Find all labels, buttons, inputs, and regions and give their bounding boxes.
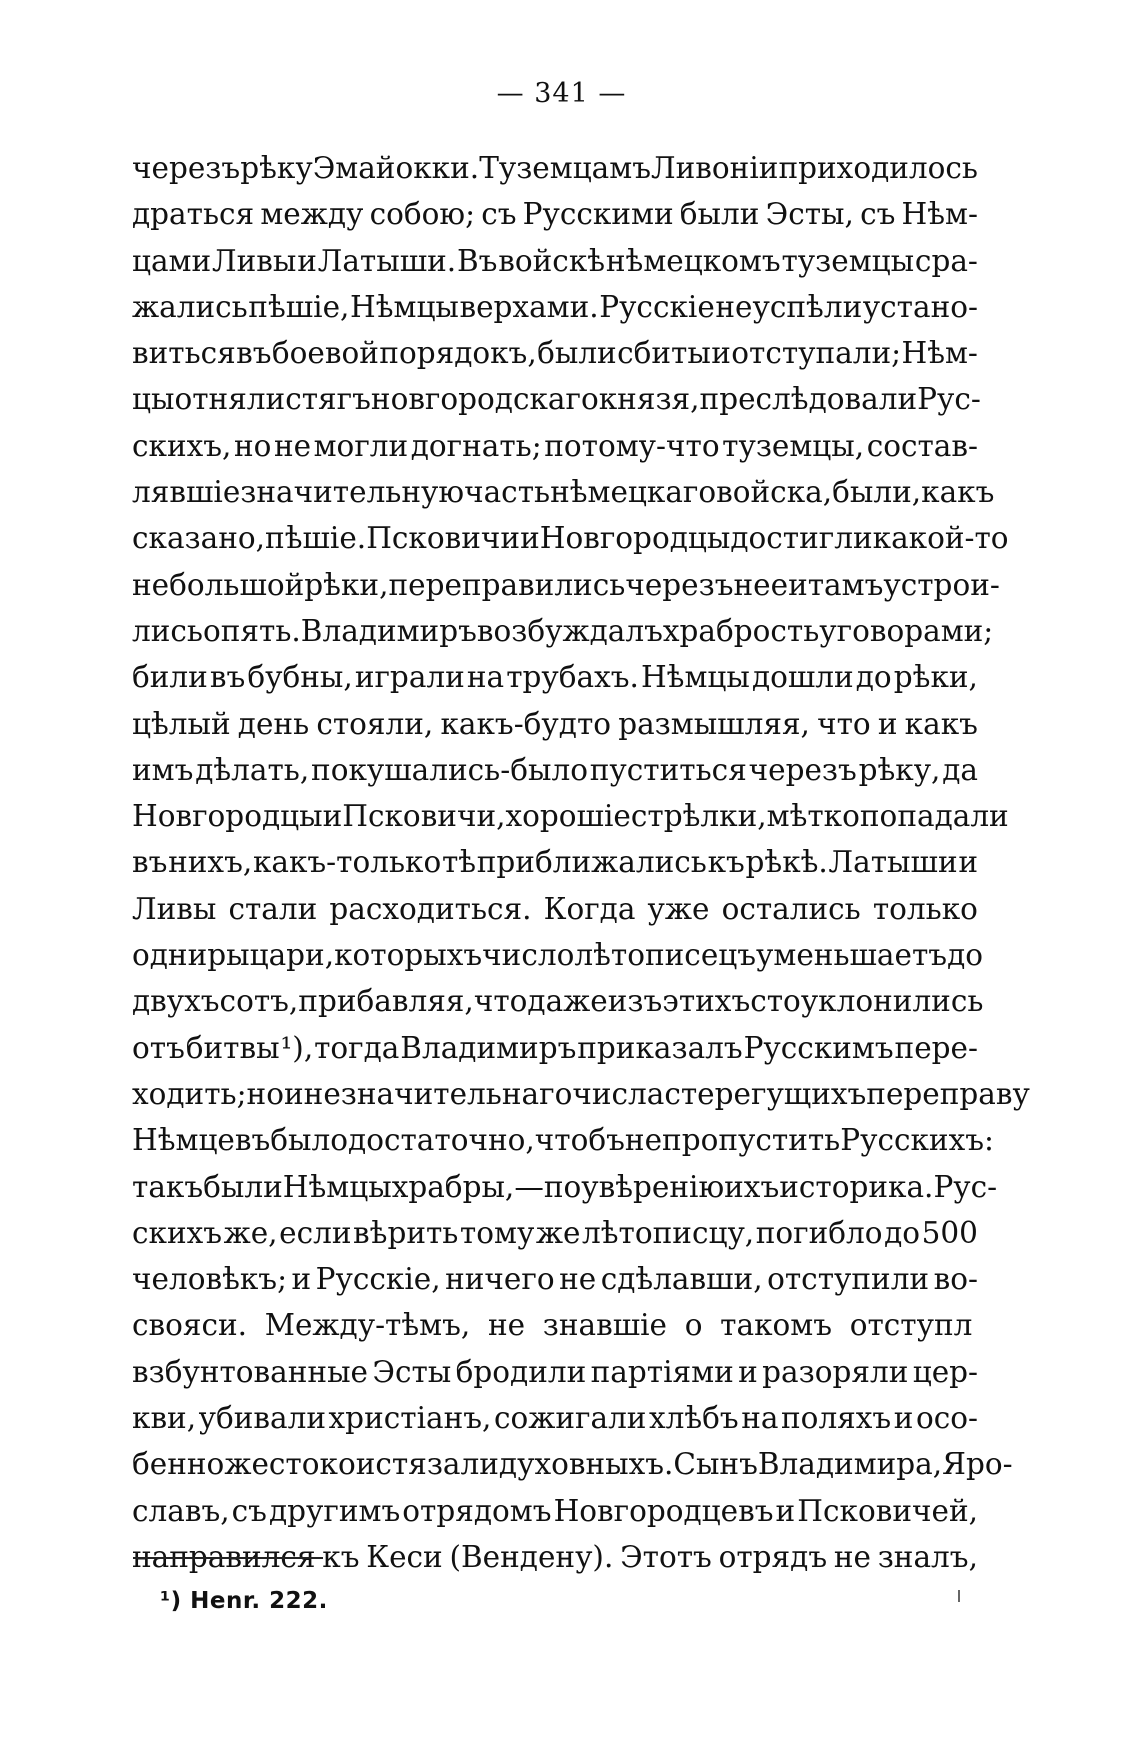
word: приходилось	[778, 151, 978, 185]
text-line	[132, 1025, 978, 1071]
word: сдѣлавши,	[600, 1262, 763, 1297]
word: число	[482, 938, 575, 973]
word: день	[237, 706, 310, 741]
word: и	[893, 1401, 914, 1436]
footnote-rule	[133, 1557, 323, 1559]
word: Нѣм-	[901, 197, 978, 232]
word: погибло	[755, 1215, 883, 1250]
word: и	[775, 1493, 796, 1528]
margin-mark	[958, 1590, 960, 1602]
word: истязали	[355, 1447, 499, 1482]
word: сто	[750, 984, 801, 1019]
word: рѣкѣ.	[745, 845, 828, 880]
text-line	[132, 932, 983, 978]
word: цѣлый	[132, 706, 231, 741]
word: и	[322, 799, 343, 834]
word: рѣки,	[304, 567, 389, 602]
word: тѣ	[441, 845, 477, 880]
word: съ	[481, 197, 517, 232]
word: цы	[132, 382, 175, 417]
word: да	[942, 752, 978, 787]
word: достаточно,	[348, 1123, 535, 1158]
word: же,	[223, 1215, 278, 1250]
word: потому-что	[544, 428, 720, 463]
word: Латыши.	[317, 243, 457, 278]
word: Новгородцы	[132, 799, 323, 834]
word: переправу	[866, 1076, 1030, 1111]
word: новгородскаго	[370, 382, 599, 417]
word: что	[473, 984, 528, 1019]
word: стягъ	[285, 382, 371, 417]
word: не	[833, 1539, 871, 1574]
word: нѣмецкомъ	[605, 243, 781, 278]
word: хлѣбъ	[649, 1401, 739, 1436]
word: пропустить	[662, 1123, 841, 1158]
word: Псковичей,	[797, 1493, 978, 1528]
word: между	[260, 197, 364, 232]
word: ничего	[445, 1262, 555, 1297]
word: были,	[832, 475, 922, 510]
word: Эсты	[372, 1354, 452, 1389]
word: Сынъ	[673, 1447, 758, 1482]
word: были	[537, 336, 617, 371]
word: попадали	[859, 799, 1009, 834]
word: Нѣмцы	[282, 1169, 392, 1204]
word: Нѣмцы	[350, 289, 459, 324]
word: войска,	[716, 475, 833, 510]
text-line	[132, 423, 978, 469]
word: 500	[921, 1215, 978, 1250]
word: но	[246, 1076, 284, 1111]
text-line	[132, 1488, 978, 1534]
word: бенно	[132, 1447, 225, 1482]
word: нее	[733, 567, 789, 602]
word: зналъ,	[877, 1539, 978, 1574]
word: состав-	[866, 428, 978, 463]
word: въ	[209, 660, 246, 695]
word: знавшіе	[542, 1308, 668, 1343]
text-line	[132, 654, 978, 700]
word: которыхъ	[334, 938, 483, 973]
word: бродили	[455, 1354, 587, 1389]
word: Латыши	[828, 845, 958, 880]
word: что	[817, 706, 871, 741]
word: незначительнаго	[303, 1076, 573, 1111]
word: и	[711, 336, 731, 371]
word: двухъ	[132, 984, 220, 1019]
word: отступали;	[731, 336, 902, 371]
word: Кеси	[366, 1539, 443, 1574]
word: пѣшіе,	[248, 289, 350, 324]
text-line	[132, 376, 981, 422]
word: тогда	[314, 1030, 400, 1065]
word: и	[283, 1076, 304, 1111]
word: нѣмецкаго	[550, 475, 717, 510]
word: лявшіе	[132, 475, 241, 510]
word: нихъ,	[168, 845, 253, 880]
word: небольшой	[132, 567, 305, 602]
word: изъ	[607, 984, 663, 1019]
word: уговорами;	[819, 613, 994, 648]
word: только	[872, 891, 978, 926]
word: до	[947, 938, 983, 973]
body-text	[132, 145, 1030, 1580]
word: отступили	[767, 1262, 930, 1297]
text-line	[132, 284, 978, 330]
word: пуститься	[589, 752, 747, 787]
word: Эмайокки.	[312, 151, 480, 185]
word: устрои-	[883, 567, 1000, 602]
word: Русскіе	[599, 289, 715, 324]
word: скихъ	[132, 1215, 223, 1250]
word: Яро-	[942, 1447, 1013, 1482]
word: какъ	[904, 706, 978, 741]
word: не	[273, 428, 312, 463]
word: неуспѣли	[715, 289, 863, 324]
word: Нѣм-	[901, 336, 978, 371]
word: черезъ	[625, 567, 734, 602]
text-line	[132, 1395, 978, 1441]
word: храбры,—по	[391, 1169, 582, 1204]
word: могли	[313, 428, 409, 463]
word: отрядъ	[718, 1539, 828, 1574]
word: и	[958, 845, 978, 880]
word: съ	[860, 197, 896, 232]
word: жались	[132, 289, 248, 324]
word: же	[535, 1215, 581, 1250]
word: Туземцамъ	[479, 151, 651, 185]
text-line	[132, 1349, 978, 1395]
word: во-	[933, 1262, 978, 1297]
word: отступл	[849, 1308, 973, 1343]
word: дѣлать,	[195, 752, 310, 787]
word: возбуждалъ	[476, 613, 663, 648]
text-line	[132, 145, 978, 191]
word: Эсты,	[765, 197, 854, 232]
word: уклонились	[800, 984, 984, 1019]
word: сбиты	[617, 336, 711, 371]
word: одни	[132, 938, 208, 973]
word: битвы	[185, 1030, 280, 1065]
word: скихъ,	[132, 428, 232, 463]
word: лѣтописцу,	[582, 1215, 755, 1250]
word: лись	[132, 613, 203, 648]
word: такъ	[132, 1169, 204, 1204]
word: верхами.	[459, 289, 599, 324]
word: драться	[132, 197, 255, 232]
text-line	[132, 1302, 978, 1348]
word: достигли	[730, 521, 873, 556]
word: направился	[132, 1539, 316, 1574]
word: въ	[236, 336, 272, 371]
text-line	[132, 330, 978, 376]
word: (Вендену).	[449, 1539, 614, 1574]
word: Владимиръ	[400, 1030, 577, 1065]
word: вѣрить	[353, 1215, 459, 1250]
word: числа	[572, 1076, 665, 1111]
word: до	[855, 660, 892, 695]
word: Русскіе,	[315, 1262, 441, 1297]
word: Ливоніи	[651, 151, 779, 185]
word: было	[270, 1123, 349, 1158]
text-line	[132, 1164, 998, 1210]
word: и	[788, 567, 808, 602]
word: храбрость	[662, 613, 820, 648]
word: и	[297, 243, 317, 278]
word: ¹),	[280, 1030, 314, 1065]
word: хорошіе	[505, 799, 631, 834]
word: играли	[354, 660, 465, 695]
text-line	[132, 515, 1009, 561]
word: къ	[707, 845, 745, 880]
word: и	[877, 706, 898, 741]
word: сказано,	[132, 521, 266, 556]
word: войскѣ	[498, 243, 606, 278]
text-line	[132, 191, 978, 237]
word: устано-	[862, 289, 978, 324]
word: историка.	[779, 1169, 934, 1204]
word: этихъ	[662, 984, 751, 1019]
word: на	[741, 1401, 779, 1436]
word: князя,	[598, 382, 700, 417]
word: Русскими	[522, 197, 674, 232]
word: отрядомъ	[402, 1493, 552, 1528]
word: Рус-	[917, 382, 981, 417]
word: Ливы	[132, 891, 217, 926]
word: уже	[647, 891, 710, 926]
word: били	[132, 660, 208, 695]
word: туземцы	[781, 243, 915, 278]
word: о	[684, 1308, 703, 1343]
word: размышляя,	[618, 706, 810, 741]
word: Псковичи	[366, 521, 521, 556]
word: цер-	[912, 1354, 978, 1389]
word: значительную	[240, 475, 465, 510]
text-line	[132, 1210, 978, 1256]
word: какъ	[921, 475, 995, 510]
text-line	[132, 747, 978, 793]
word: приближались	[476, 845, 707, 880]
word: разоряли	[762, 1354, 909, 1389]
word: имъ	[132, 752, 194, 787]
word: чтобъ	[534, 1123, 625, 1158]
word: не	[624, 1123, 663, 1158]
word: пѣшіе.	[265, 521, 367, 556]
word: приказалъ	[577, 1030, 743, 1065]
word: увѣренію	[581, 1169, 725, 1204]
word: другимъ	[269, 1493, 401, 1528]
word: Новгородцы	[539, 521, 731, 556]
word: Русскимъ	[743, 1030, 894, 1065]
word: рыцари,	[207, 938, 335, 973]
word: виться	[132, 336, 236, 371]
word: черезъ	[132, 151, 241, 185]
word: ходить;	[132, 1076, 247, 1111]
word: осо-	[915, 1401, 978, 1436]
word: съ	[231, 1493, 267, 1528]
word: убивали	[198, 1401, 327, 1436]
word: стерегущихъ	[664, 1076, 867, 1111]
word: отняли	[174, 382, 286, 417]
word: партіями	[590, 1354, 734, 1389]
word: такомъ	[720, 1308, 832, 1343]
word: порядокъ,	[379, 336, 537, 371]
text-line	[132, 1071, 1030, 1117]
text-line	[132, 886, 978, 932]
text-line	[132, 1256, 978, 1302]
word: христіанъ,	[328, 1401, 492, 1436]
word: но	[233, 428, 272, 463]
word: бубны,	[247, 660, 353, 695]
word: покушались-было	[311, 752, 588, 787]
word: Ливы	[212, 243, 297, 278]
text-line	[132, 1441, 1013, 1487]
word: кви,	[132, 1401, 197, 1436]
word: и	[291, 1262, 312, 1297]
word: Когда	[543, 891, 636, 926]
word: сра-	[914, 243, 978, 278]
word: дошли	[751, 660, 854, 695]
word: пере-	[894, 1030, 978, 1065]
word: цами	[132, 243, 212, 278]
word: Псковичи,	[342, 799, 506, 834]
word: остались	[721, 891, 861, 926]
word: славъ,	[132, 1493, 230, 1528]
word: черезъ	[748, 752, 857, 787]
word: стрѣлки,	[630, 799, 767, 834]
word: рѣку,	[858, 752, 941, 787]
word: въ	[132, 845, 168, 880]
text-line	[132, 469, 995, 515]
word: расходиться.	[329, 891, 532, 926]
word: рѣку	[240, 151, 313, 185]
word: были	[203, 1169, 283, 1204]
word: не	[487, 1308, 526, 1343]
word: человѣкъ;	[132, 1262, 288, 1297]
word: Владимиръ	[300, 613, 477, 648]
word: какъ-будто	[440, 706, 612, 741]
word: тому	[459, 1215, 535, 1250]
word: къ	[322, 1539, 360, 1574]
word: ихъ	[724, 1169, 780, 1204]
word: тамъ	[807, 567, 884, 602]
word: до	[884, 1215, 921, 1250]
word: жестоко	[224, 1447, 356, 1482]
word: Русскихъ:	[840, 1123, 994, 1158]
word: Нѣмцевъ	[132, 1123, 271, 1158]
word: часть	[464, 475, 551, 510]
word: Рус-	[933, 1169, 998, 1204]
word: Въ	[457, 243, 498, 278]
word: даже	[527, 984, 608, 1019]
word: уменьшаетъ	[756, 938, 948, 973]
word: и	[520, 521, 540, 556]
word: на	[466, 660, 505, 695]
word: переправились	[388, 567, 626, 602]
word: не	[559, 1262, 597, 1297]
page-number: — 341 —	[496, 78, 627, 109]
word: сожигали	[493, 1401, 647, 1436]
word: мѣтко	[766, 799, 860, 834]
word: и	[738, 1354, 758, 1389]
word: Нѣмцы	[640, 660, 750, 695]
word: какой-то	[872, 521, 1009, 556]
footnote: ¹) Henr. 222.	[160, 1588, 328, 1614]
word: если	[279, 1215, 352, 1250]
text-line	[132, 1117, 994, 1163]
word: рѣки,	[893, 660, 978, 695]
word: сотъ,	[219, 984, 299, 1019]
word: преслѣдовали	[699, 382, 918, 417]
word: Этотъ	[620, 1539, 712, 1574]
text-line	[132, 793, 1009, 839]
word: стояли,	[316, 706, 434, 741]
text-line	[132, 608, 994, 654]
word: отъ	[132, 1030, 185, 1065]
word: собою;	[369, 197, 476, 232]
word: догнать;	[410, 428, 542, 463]
text-line	[132, 978, 984, 1024]
word: туземцы,	[722, 428, 865, 463]
word: трубахъ.	[506, 660, 639, 695]
word: какъ-только	[252, 845, 442, 880]
word: взбунтованные	[132, 1354, 369, 1389]
text-line	[132, 238, 978, 284]
word: свояси.	[132, 1308, 248, 1343]
word: лѣтописецъ	[574, 938, 757, 973]
word: опять.	[202, 613, 301, 648]
word: прибавляя,	[298, 984, 474, 1019]
text-line	[132, 562, 1000, 608]
text-line	[132, 839, 978, 885]
word: Новгородцевъ	[553, 1493, 774, 1528]
word: стали	[228, 891, 318, 926]
text-line	[132, 701, 978, 747]
word: Между-тѣмъ,	[264, 1308, 471, 1343]
word: Владимира,	[757, 1447, 943, 1482]
word: боевой	[271, 336, 379, 371]
word: духовныхъ.	[498, 1447, 674, 1482]
word: поляхъ	[781, 1401, 892, 1436]
word: были	[679, 197, 760, 232]
